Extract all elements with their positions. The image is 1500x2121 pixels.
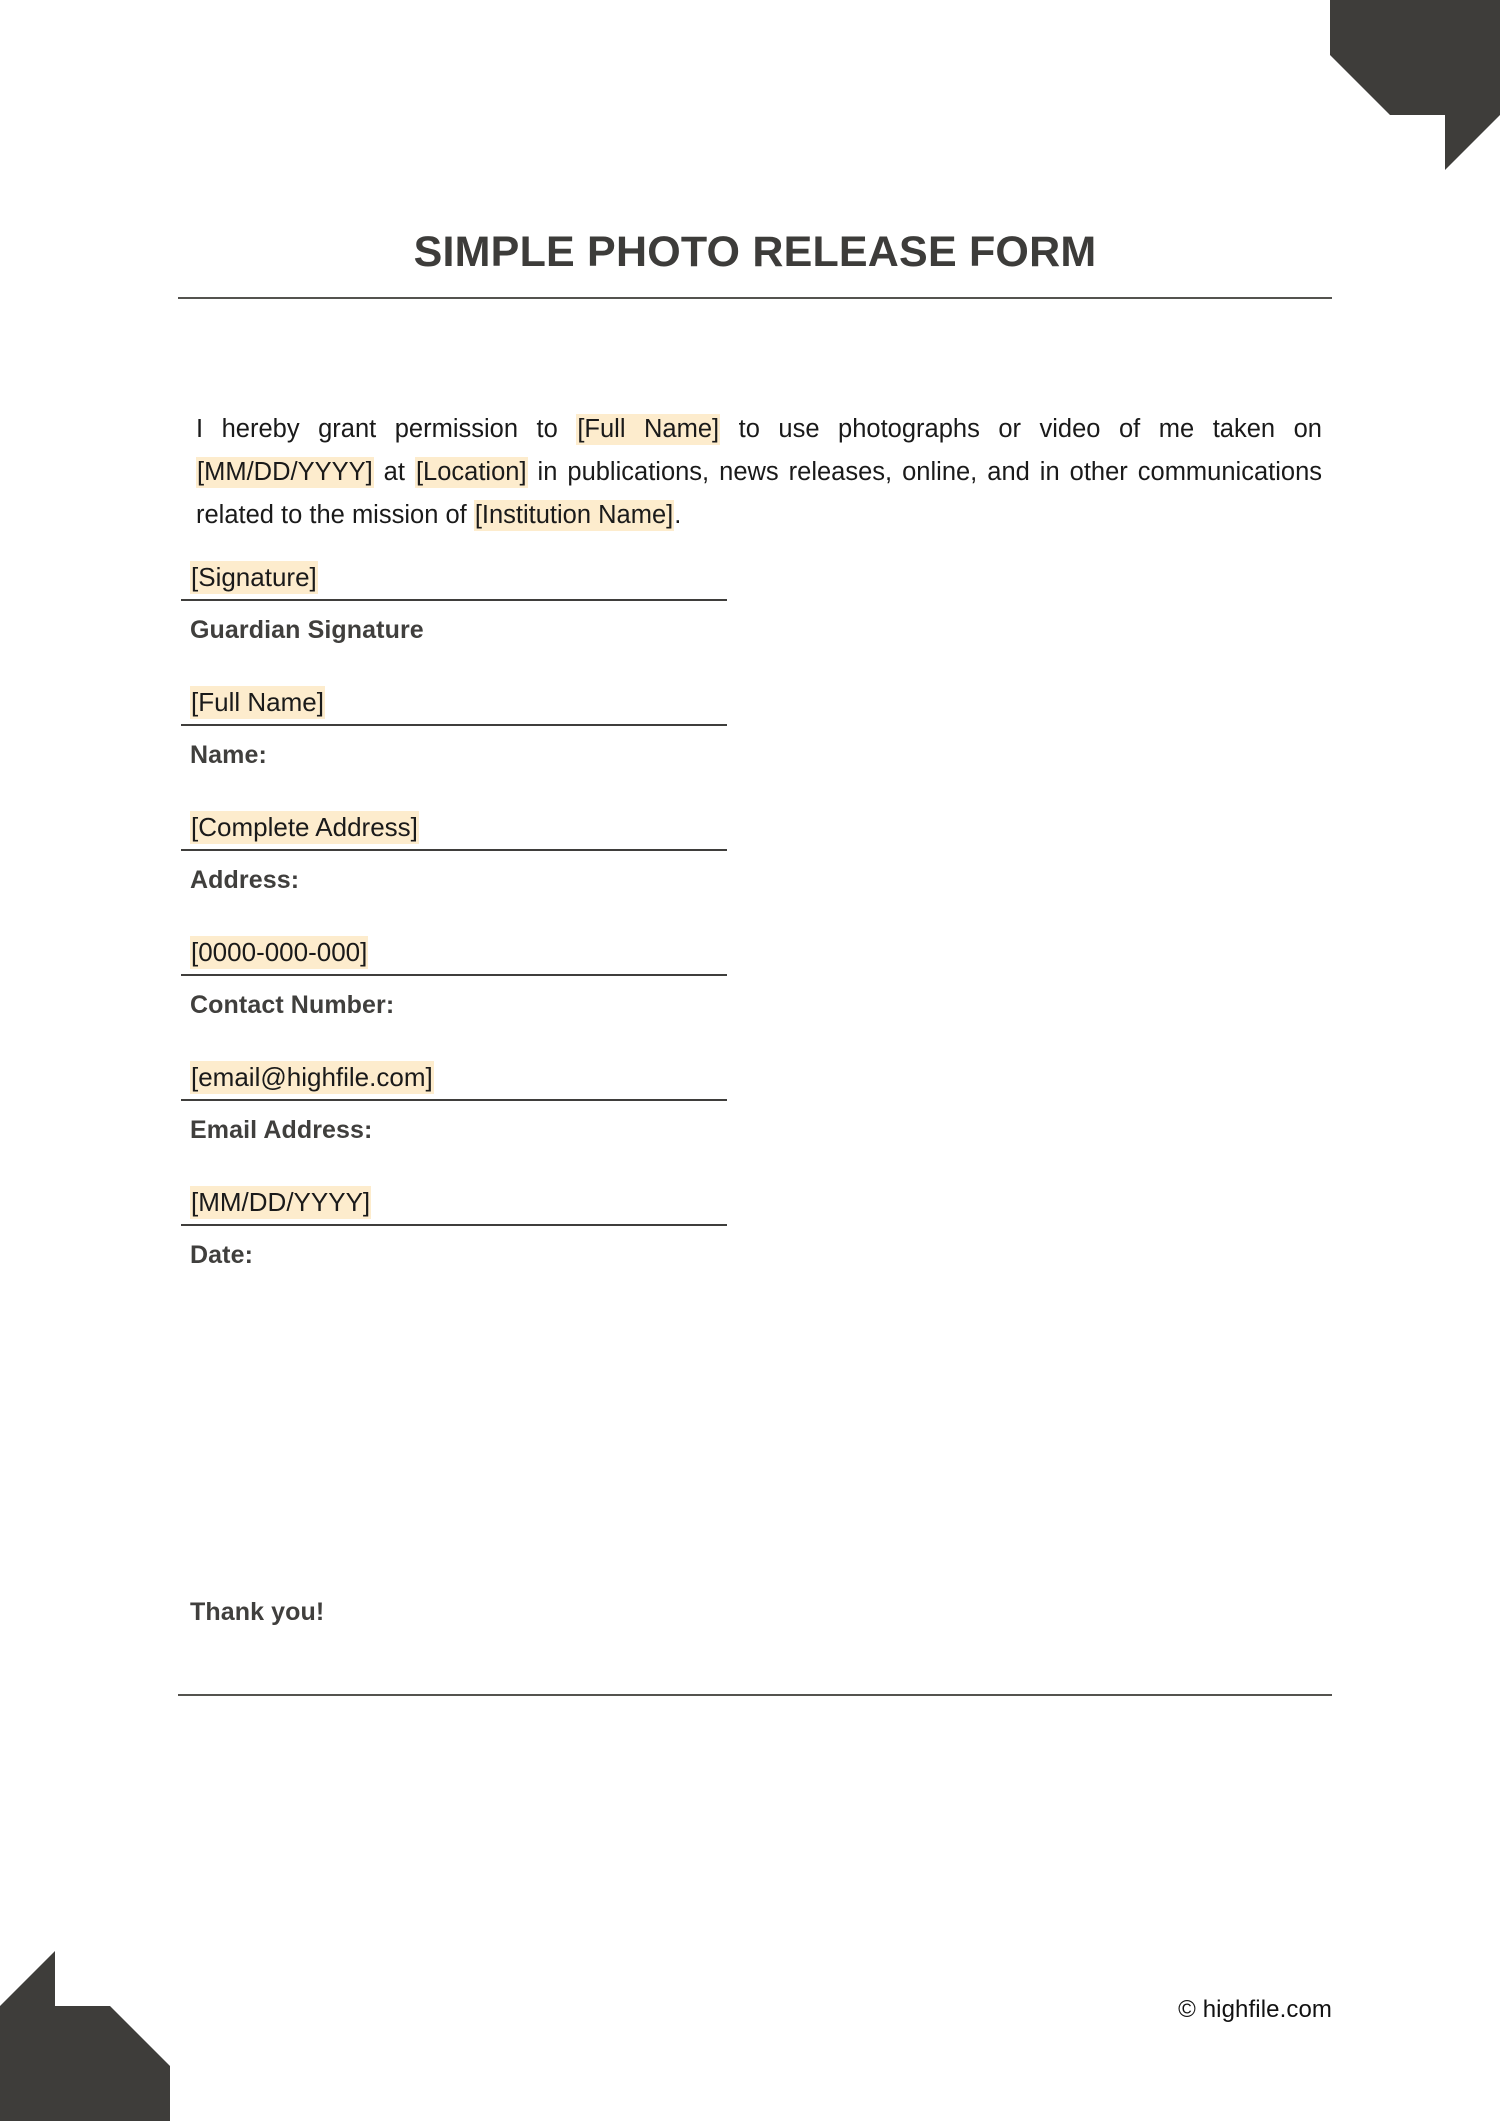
field-email-address-placeholder: [email@highfile.com]: [191, 1062, 433, 1092]
field-address-value[interactable]: [181, 810, 881, 846]
field-address-label: Address:: [190, 866, 300, 894]
statement-segment-2: to use photographs or video of me taken on: [720, 414, 1322, 443]
statement-segment-1: I hereby grant permission to: [196, 414, 577, 443]
field-contact-number-underline: [181, 974, 727, 976]
statement-segment-3: at: [373, 457, 415, 486]
placeholder-full-name: [Full Name]: [577, 414, 720, 443]
footer-divider: [178, 1694, 1332, 1696]
field-signature-underline: [181, 599, 727, 601]
field-contact-number-label: Contact Number:: [190, 991, 395, 1019]
field-name-placeholder: [Full Name]: [191, 687, 324, 717]
field-contact-number-placeholder: [0000-000-000]: [191, 937, 368, 967]
field-email-address-value[interactable]: [181, 1060, 881, 1096]
field-date-label: Date:: [190, 1241, 254, 1269]
field-signature-placeholder: [Signature]: [191, 562, 317, 592]
field-signature-value[interactable]: [181, 560, 881, 596]
corner-decoration-bottom-left: [0, 1951, 170, 2121]
field-name-value[interactable]: [181, 685, 881, 721]
field-name-underline: [181, 724, 727, 726]
field-email-address-underline: [181, 1099, 727, 1101]
field-address: [181, 810, 881, 895]
field-contact-number: [181, 935, 881, 1020]
closing-thanks: Thank you!: [190, 1598, 325, 1626]
field-signature-label: Guardian Signature: [190, 616, 424, 644]
field-date: [181, 1185, 881, 1270]
corner-decoration-top-right: [1330, 0, 1500, 170]
header-divider: [178, 297, 1332, 299]
placeholder-institution-name: [Institution Name]: [474, 500, 674, 529]
field-name: [181, 685, 881, 770]
form-fields: [181, 560, 881, 1270]
field-address-placeholder: [Complete Address]: [191, 812, 418, 842]
field-address-underline: [181, 849, 727, 851]
field-email-address: [181, 1060, 881, 1145]
statement-segment-5: .: [674, 500, 682, 529]
footer-copyright: © highfile.com: [1178, 1996, 1332, 2023]
placeholder-location: [Location]: [415, 457, 527, 486]
field-date-underline: [181, 1224, 727, 1226]
statement-segment-4: in publications, news releases, online, and in other communications related to the mission of: [196, 457, 1323, 529]
field-name-label: Name:: [190, 741, 267, 769]
field-date-placeholder: [MM/DD/YYYY]: [191, 1187, 371, 1217]
page-title: SIMPLE PHOTO RELEASE FORM: [413, 228, 1097, 276]
placeholder-date: [MM/DD/YYYY]: [197, 457, 373, 486]
field-signature: [181, 560, 881, 645]
permission-statement: [196, 408, 1322, 537]
field-contact-number-value[interactable]: [181, 935, 881, 971]
field-email-address-label: Email Address:: [190, 1116, 373, 1144]
field-date-value[interactable]: [181, 1185, 881, 1221]
